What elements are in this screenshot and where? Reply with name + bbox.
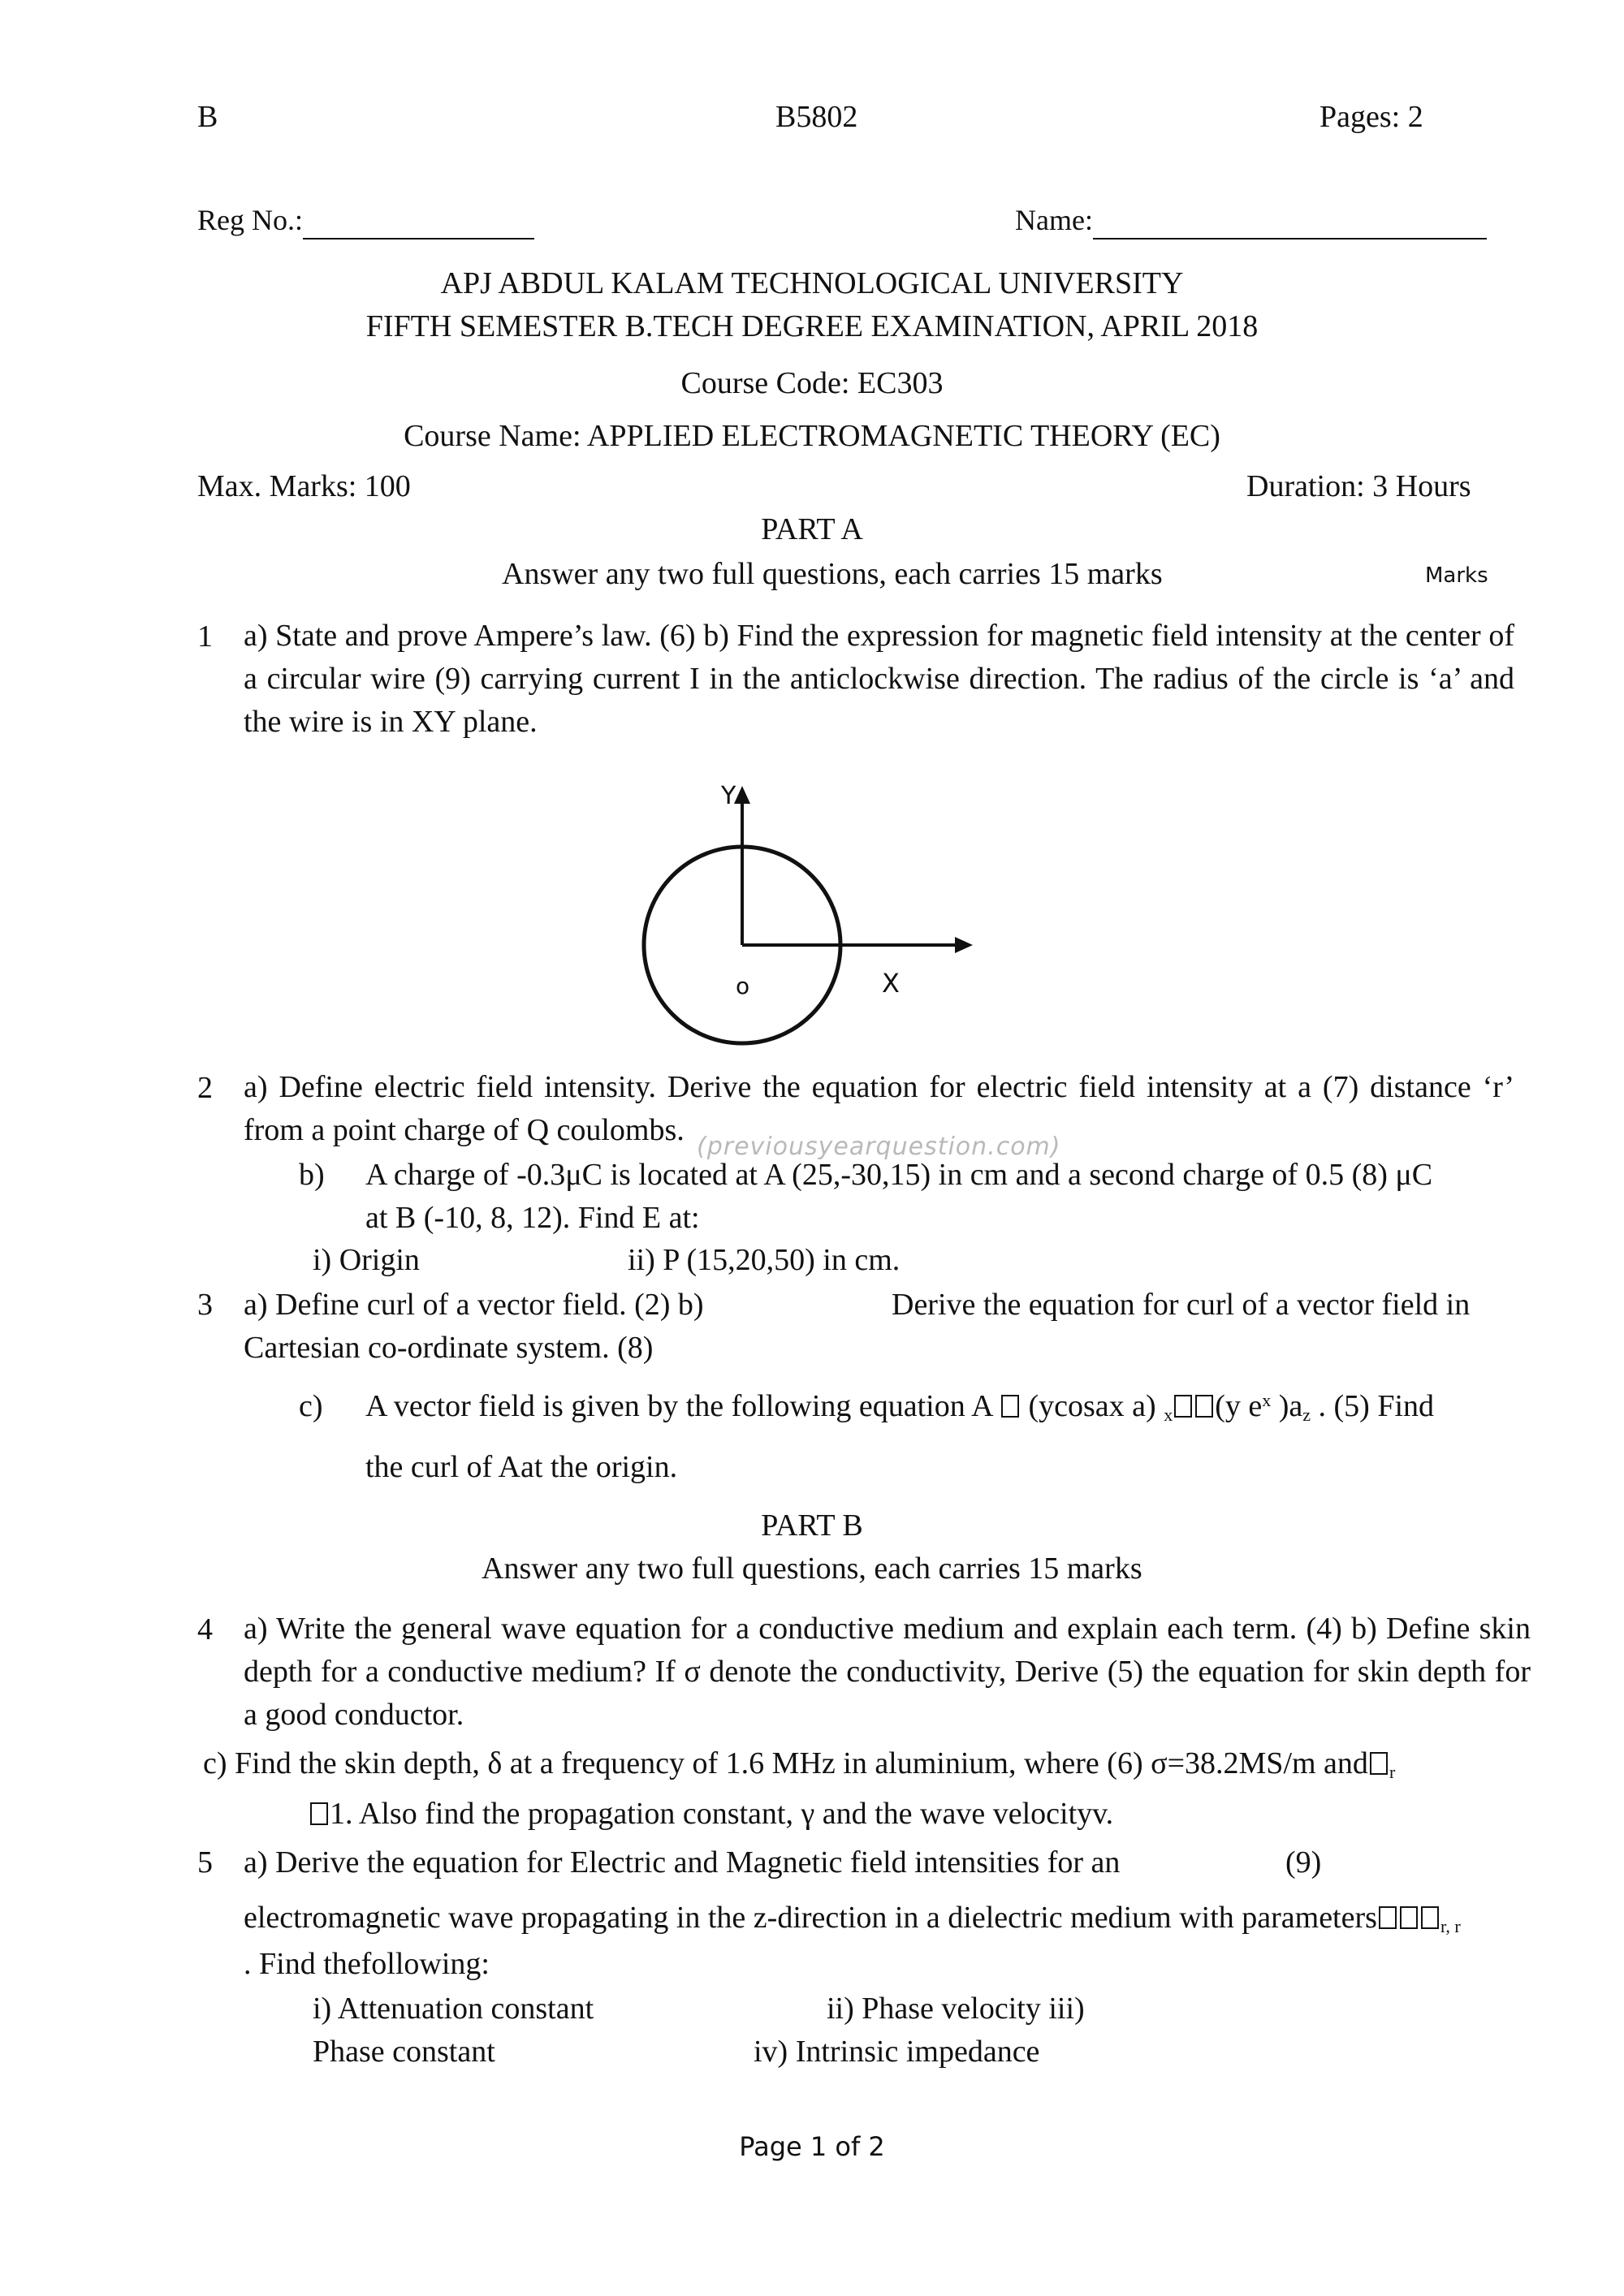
duration: Duration: 3 Hours: [1246, 469, 1471, 503]
q4c-subscript-r: r: [1389, 1762, 1396, 1782]
question-4c-line1: [203, 1746, 1395, 1783]
question-5a-marks: (9): [1285, 1845, 1322, 1880]
reg-no-blank: [303, 203, 534, 240]
q3c-text-3: (y e: [1215, 1389, 1263, 1423]
part-b-heading: PART B: [761, 1508, 863, 1543]
missing-symbol-box: [1370, 1752, 1388, 1775]
question-number-1: 1: [197, 619, 213, 654]
y-axis-arrowhead: [734, 786, 750, 804]
q3c-subscript-z: z: [1302, 1405, 1311, 1425]
q4c-text-1: c) Find the skin depth, δ at a frequency of 1.6 MHz in aluminium, where (6) σ=38.2MS/m and: [203, 1746, 1368, 1780]
question-2b-line2: at B (-10, 8, 12). Find E at:: [365, 1201, 700, 1235]
question-4c-line2: [309, 1796, 1113, 1833]
x-axis-label: X: [882, 968, 900, 999]
q4c-text-2: 1. Also find the propagation constant, γ and the wave velocityv.: [330, 1797, 1114, 1831]
paper-code: B5802: [775, 100, 858, 134]
q5a-text: electromagnetic wave propagating in the z-direction in a dielectric medium with parameters: [244, 1901, 1377, 1935]
university-name: APJ ABDUL KALAM TECHNOLOGICAL UNIVERSITY: [440, 266, 1184, 300]
question-3b-line1: Derive the equation for curl of a vector field in: [892, 1288, 1471, 1322]
question-4ab-text: a) Write the general wave equation for a conductive medium and explain each term. (4) b) Define skin depth for a conductive medium? If σ denote the conductivity, Derive (5) the equation for skin depth for a good conductor.: [244, 1612, 1531, 1732]
question-5-part-iv: iv) Intrinsic impedance: [754, 2035, 1040, 2069]
question-5-part-ii: ii) Phase velocity iii): [827, 1992, 1085, 2026]
q5a-subscript: r, r: [1440, 1916, 1461, 1936]
missing-symbol-box: [310, 1802, 328, 1825]
course-code: Course Code: EC303: [680, 366, 944, 400]
missing-symbol-box: [1174, 1395, 1192, 1418]
question-number-3: 3: [197, 1288, 213, 1322]
question-2b-label: b): [299, 1158, 325, 1192]
q3c-text-2: (ycosax a): [1028, 1389, 1156, 1423]
question-number-5: 5: [197, 1845, 213, 1880]
course-name: Course Name: APPLIED ELECTROMAGNETIC THEORY (EC): [404, 419, 1220, 453]
question-5-part-iii: Phase constant: [313, 2035, 495, 2069]
question-2b-line1: A charge of -0.3μC is located at A (25,-30,15) in cm and a second charge of 0.5 (8) μC: [365, 1158, 1433, 1192]
q3c-superscript-x: x: [1262, 1390, 1272, 1410]
question-3c-line2: the curl of Aat the origin.: [365, 1450, 678, 1484]
q3c-text-4: )a: [1278, 1389, 1303, 1423]
missing-symbol-box: [1379, 1906, 1397, 1929]
watermark: (previousyearquestion.com): [697, 1133, 1061, 1161]
question-3c-line1: [365, 1388, 1434, 1426]
q3c-text-1: A vector field is given by the following equation A: [365, 1389, 992, 1423]
q3c-subscript-x: x: [1164, 1405, 1173, 1425]
page-count: Pages: 2: [1320, 100, 1423, 134]
reg-no-field: [197, 203, 534, 240]
name-label: Name:: [1015, 204, 1093, 236]
question-5a-line3: . Find thefollowing:: [244, 1947, 490, 1981]
y-axis-label: Y: [721, 782, 736, 810]
x-axis-arrowhead: [955, 937, 973, 953]
question-3-line2: Cartesian co-ordinate system. (8): [244, 1331, 654, 1365]
exam-title: FIFTH SEMESTER B.TECH DEGREE EXAMINATION, APRIL 2018: [365, 309, 1259, 343]
reg-no-label: Reg No.:: [197, 204, 303, 236]
question-5a-line2: [244, 1900, 1461, 1937]
question-2a-text: a) Define electric field intensity. Derive the equation for electric field intensity at a (7) distance ‘r’ from a point charge of Q coulombs.: [244, 1070, 1514, 1147]
question-5-part-i: i) Attenuation constant: [313, 1992, 594, 2026]
question-1-text: a) State and prove Ampere’s law. (6) b) Find the expression for magnetic field intensity at the center of a circular wire (9) carrying current I in the anticlockwise direction. The radius of the circle is ‘a’ and the wire is in XY plane.: [244, 619, 1514, 739]
question-number-2: 2: [197, 1071, 213, 1105]
question-number-4: 4: [197, 1612, 213, 1646]
question-3a-line1: a) Define curl of a vector field. (2) b): [244, 1288, 704, 1322]
paper-series-letter: B: [197, 100, 218, 134]
name-blank: [1093, 203, 1487, 240]
missing-symbol-box: [1001, 1395, 1019, 1418]
marks-column-label: Marks: [1425, 563, 1488, 588]
q3c-text-5: . (5) Find: [1318, 1389, 1435, 1423]
origin-label: o: [736, 973, 750, 999]
question-2b-part-i: i) Origin: [313, 1243, 420, 1277]
missing-symbol-box: [1400, 1906, 1418, 1929]
name-field: [1015, 203, 1487, 240]
question-2b-part-ii: ii) P (15,20,50) in cm.: [628, 1243, 901, 1277]
part-a-instruction: Answer any two full questions, each carries 15 marks: [502, 557, 1163, 591]
question-5a-line1: a) Derive the equation for Electric and Magnetic field intensities for an: [244, 1845, 1121, 1880]
max-marks: Max. Marks: 100: [197, 469, 411, 503]
part-a-heading: PART A: [761, 512, 863, 546]
circular-wire-figure: [617, 779, 991, 1072]
missing-symbol-box: [1421, 1906, 1439, 1929]
missing-symbol-box: [1195, 1395, 1213, 1418]
part-b-instruction: Answer any two full questions, each carries 15 marks: [482, 1552, 1142, 1586]
question-3c-label: c): [299, 1389, 323, 1423]
page-footer: Page 1 of 2: [739, 2131, 885, 2162]
